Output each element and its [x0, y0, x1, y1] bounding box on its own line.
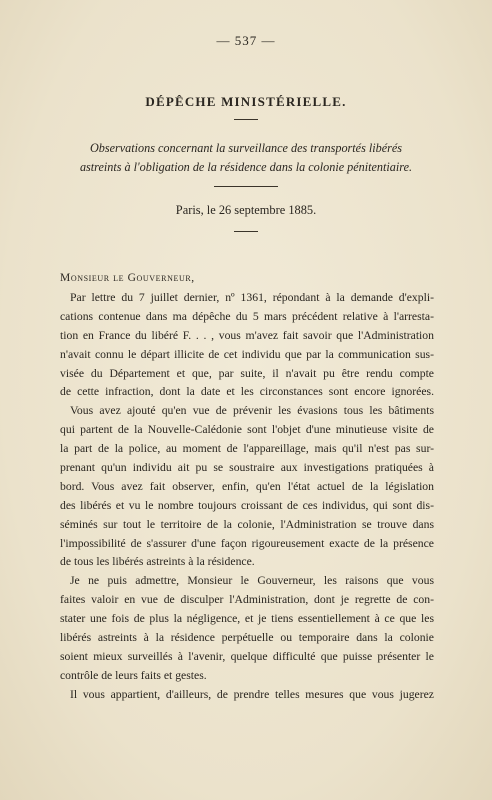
dateline-divider	[234, 231, 258, 232]
body-line: de cette infraction, dont la date et les circonstances sont encore ignorées.	[60, 385, 434, 399]
document-subtitle	[30, 139, 462, 177]
body-line: la part de la police, au moment de l'appareillage, mais qu'il n'est pas sur-	[60, 442, 434, 456]
body-line: séminés sur tout le territoire de la colonie, l'Administration se trouve dans	[60, 517, 434, 531]
body-line: n'avait connu le départ illicite de cet individu que par la communication sus-	[60, 347, 434, 361]
title-divider	[234, 119, 258, 120]
body-line: l'impossibilité de s'assurer d'une façon rigoureusement exacte de la présence	[60, 536, 434, 550]
subtitle-divider	[214, 186, 278, 187]
body-line: de tous les libérés astreints à la résidence.	[60, 555, 255, 569]
body-line: faites valoir en vue de disculper l'Administration, dont je regrette de con-	[60, 593, 434, 607]
page-number: — 537 —	[216, 33, 276, 48]
subtitle-line: Observations concernant la surveillance des transportés libérés	[89, 141, 403, 155]
body-line: soient mieux surveillés à l'avenir, quelque difficulté que puisse présenter le	[60, 649, 434, 663]
salutation: Monsieur le Gouverneur,	[60, 272, 195, 284]
body-line: contrôle de leurs faits et gestes.	[60, 668, 207, 682]
body-line: Par lettre du 7 juillet dernier, nº 1361, répondant à la demande d'expli-	[70, 291, 434, 304]
body-line: visée du Département et que, par suite, il n'avait pu être rendu compte	[60, 366, 434, 380]
body-line: cations contenue dans ma dépêche du 5 mars précédent relative à l'arresta-	[60, 309, 434, 323]
letter-body	[60, 289, 434, 705]
body-line: prenant qu'un individu ait pu se soustraire aux investigations pratiquées à	[60, 461, 434, 475]
body-line: qui partent de la Nouvelle-Calédonie sont l'objet d'une minutieuse visite de	[60, 423, 434, 437]
body-line: libérés astreints à la résidence perpétuelle ou temporaire dans la colonie	[60, 631, 434, 645]
body-line: Je ne puis admettre, Monsieur le Gouverneur, les raisons que vous	[70, 574, 434, 588]
document-title: DÉPÊCHE MINISTÉRIELLE.	[145, 94, 347, 109]
body-line: tion en France du libéré F. . . , vous m'avez fait savoir que l'Administration	[60, 328, 434, 342]
body-line: des libérés et vu le nombre toujours croissant de ces individus, qui sont dis-	[60, 498, 434, 512]
body-line: Il vous appartient, d'ailleurs, de prendre telles mesures que vous jugerez	[70, 687, 434, 701]
subtitle-line: astreints à l'obligation de la résidence dans la colonie pénitentiaire.	[79, 160, 413, 174]
body-line: stater une fois de plus la négligence, et je tiens essentiellement à ce que les	[60, 612, 434, 626]
body-line: Vous avez ajouté qu'en vue de prévenir les évasions tous les bâtiments	[70, 404, 434, 418]
dateline: Paris, le 26 septembre 1885.	[175, 203, 317, 217]
body-line: bord. Vous avez fait observer, enfin, qu'en l'état actuel de la législation	[60, 479, 434, 493]
